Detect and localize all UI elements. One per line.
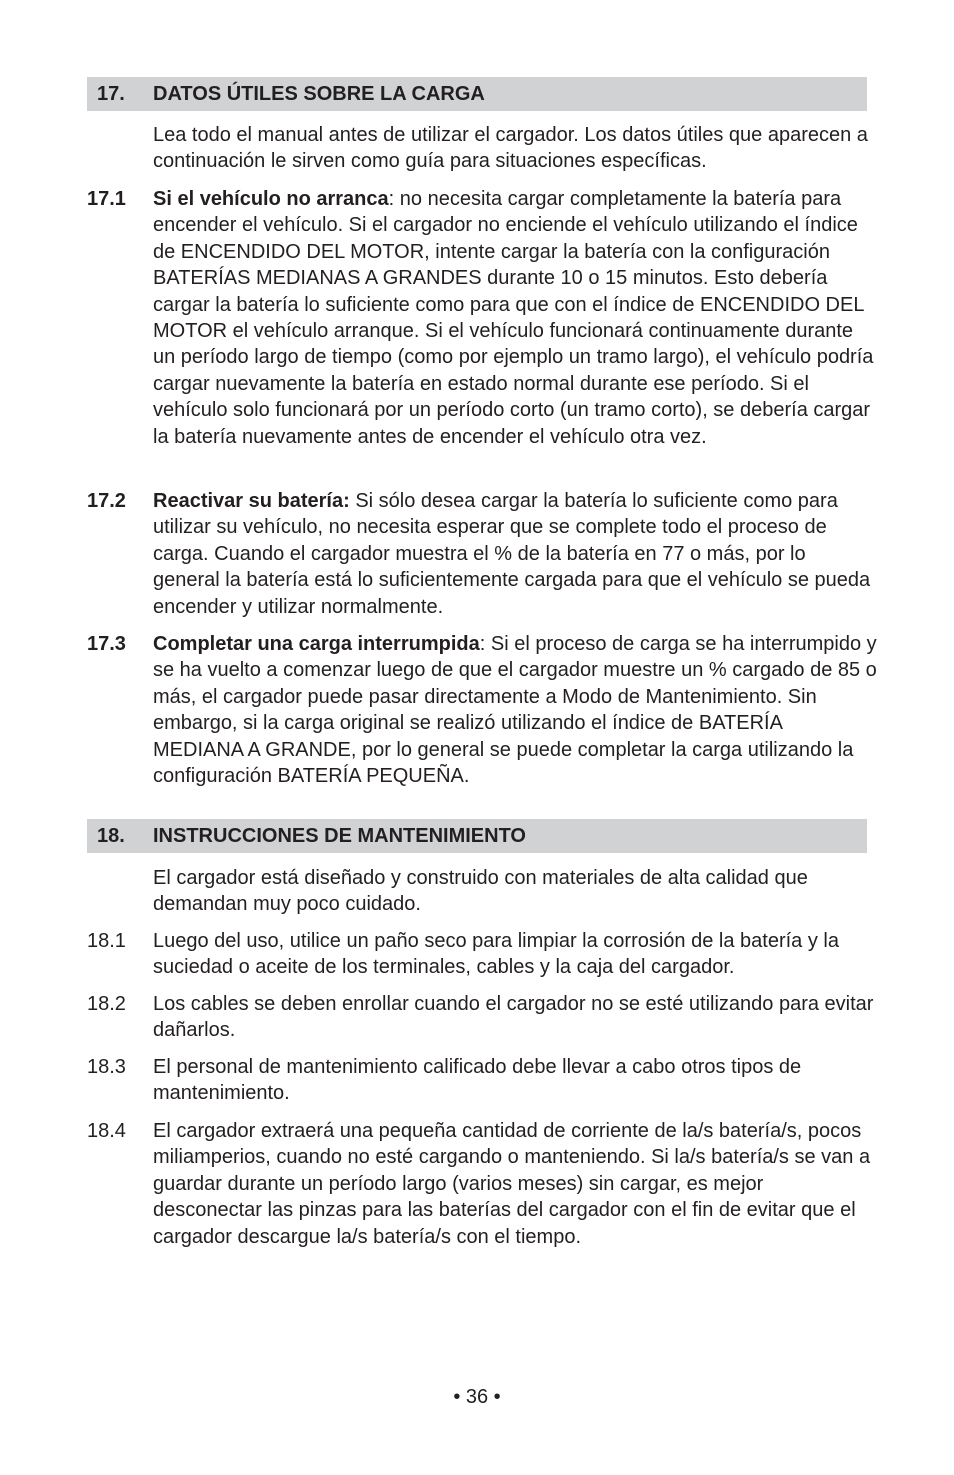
item-17-3-number: 17.3 [87,633,126,655]
item-18-3-text: El personal de mantenimiento calificado debe llevar a cabo otros tipos de mantenimiento. [153,1056,802,1105]
item-17-2-heading: Reactivar su batería: [153,490,350,512]
section-17-header [87,77,867,111]
item-18-2 [87,991,877,1044]
page-number: • 36 • [453,1386,501,1408]
item-17-2-text [153,488,877,620]
section-18-intro [87,865,877,918]
item-18-3 [87,1054,877,1107]
item-18-1-text: Luego del uso, utilice un paño seco para limpiar la corrosión de la batería y la suciedad o aceite de los terminales, cables y la caja del cargador. [153,930,839,979]
item-18-4-number: 18.4 [87,1120,126,1142]
section-18-intro-text: El cargador está diseñado y construido con materiales de alta calidad que demandan muy poco cuidado. [153,867,808,916]
section-18-title: INSTRUCCIONES DE MANTENIMIENTO [153,825,526,847]
item-17-1-heading: Si el vehículo no arranca [153,188,389,210]
section-17-title: DATOS ÚTILES SOBRE LA CARGA [153,83,485,105]
item-17-3-body: : Si el proceso de carga se ha interrumpido y se ha vuelto a comenzar luego de que el cargador muestre un % cargado de 85 o más, el cargador puede pasar directamente a Modo de Mantenimiento. Sin embargo, si la carga original se realizó utilizando el índice de BATERÍA MEDIANA A GRANDE, por lo general se puede completar la carga utilizando la configuración BATERÍA PEQUEÑA. [153,633,877,788]
item-18-4-text: El cargador extraerá una pequeña cantidad de corriente de la/s batería/s, pocos miliamperios, cuando no esté cargando o manteniendo. Si la/s batería/s se van a guardar durante un período largo (varios meses) sin cargar, es mejor desconectar las pinzas para las baterías del cargador con el fin de evitar que el cargador descargue la/s batería/s con el tiempo. [153,1120,871,1248]
item-17-3-heading: Completar una carga interrumpida [153,633,480,655]
section-17-number: 17. [97,83,125,105]
item-17-1-body: : no necesita cargar completamente la batería para encender el vehículo. Si el cargador no enciende el vehículo utilizando el índice de ENCENDIDO DEL MOTOR, intente cargar la batería con la configuración BATERÍAS MEDIANAS A GRANDES durante 10 o 15 minutos. Esto debería cargar la batería lo suficiente como para que con el índice de ENCENDIDO DEL MOTOR el vehículo arranque. Si el vehículo funcionará continuamente durante un período largo de tiempo (como por ejemplo un tramo largo), el vehículo podría cargar nuevamente la batería en estado normal durante ese período. Si el vehículo solo funcionará por un período corto (un tramo corto), se debería cargar la batería nuevamente antes de encender el vehículo otra vez. [153,188,874,448]
item-17-1 [87,186,877,450]
item-17-2-body: Si sólo desea cargar la batería lo suficiente como para utilizar su vehículo, no necesita esperar que se complete todo el proceso de carga. Cuando el cargador muestra el % de la batería en 77 o más, por lo general la batería está lo suficientemente cargada para que el vehículo se pueda encender y utilizar normalmente. [153,490,871,618]
item-17-2-number: 17.2 [87,490,126,512]
item-17-3-text [153,631,877,789]
item-18-1 [87,928,877,981]
item-18-4 [87,1118,877,1250]
item-18-2-text: Los cables se deben enrollar cuando el cargador no se esté utilizando para evitar dañarlos. [153,993,874,1042]
section-18-number: 18. [97,825,125,847]
item-18-1-number: 18.1 [87,930,126,952]
item-17-1-text [153,186,877,450]
section-17-intro-text: Lea todo el manual antes de utilizar el cargador. Los datos útiles que aparecen a continuación le sirven como guía para situaciones específicas. [153,124,868,173]
item-17-1-number: 17.1 [87,188,126,210]
item-18-3-number: 18.3 [87,1056,126,1078]
item-17-3 [87,631,877,789]
item-18-2-number: 18.2 [87,993,126,1015]
section-17-intro [87,122,877,175]
section-18-header [87,819,867,853]
item-17-2 [87,488,877,620]
